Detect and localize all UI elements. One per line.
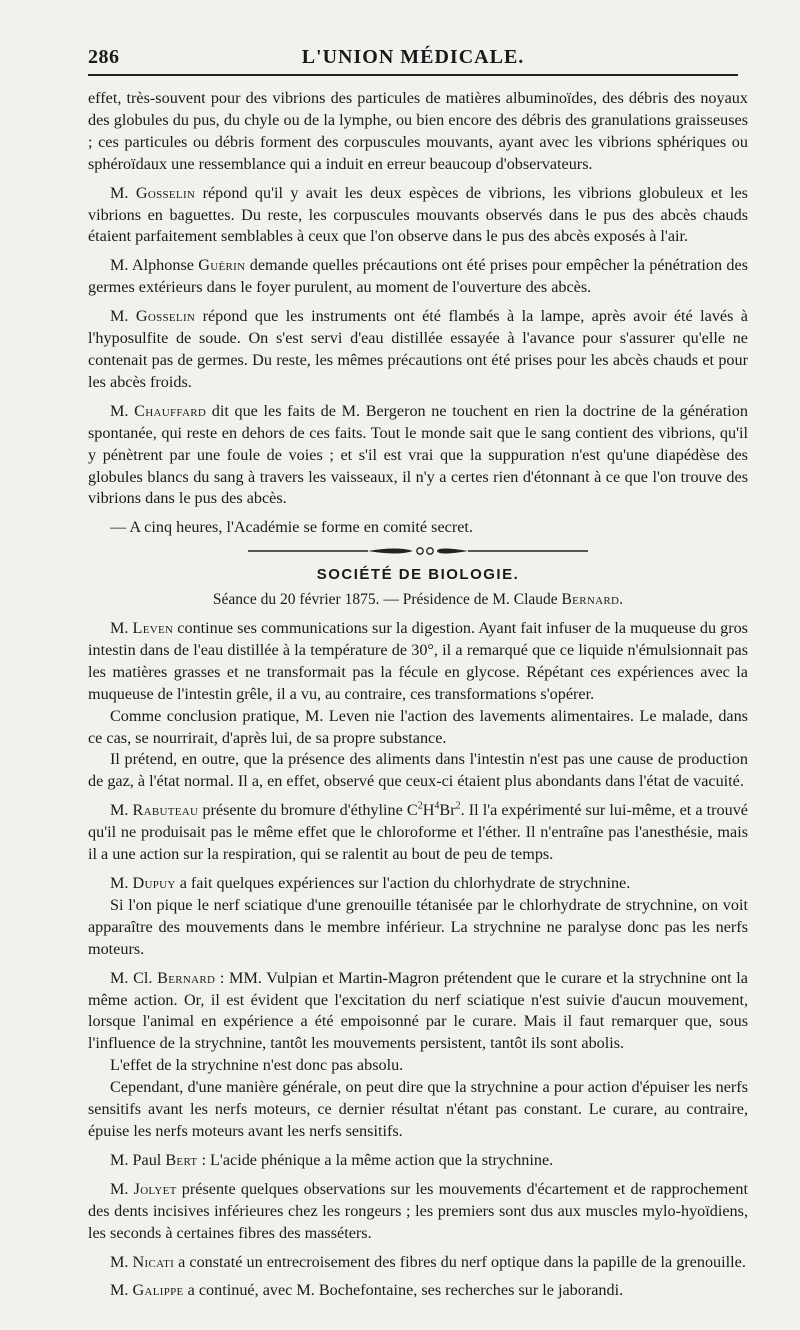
journal-title: L'UNION MÉDICALE. [301, 46, 525, 68]
paragraph: M. Dupuy a fait quelques expériences sur l'action du chlorhydrate de strychnine. [110, 874, 631, 892]
paragraph: M. Gosselin répond que les instruments ont été flambés à la lampe, après avoir été lavés à l'hyposulfite de soude. On s'est servi d'eau distillée essayée à l'avance pour s'assurer qu'elle ne contenait pas de germes. Du reste, les mêmes précautions ont été prises pour les abcès chauds et pour les abcès froids. [88, 307, 748, 391]
article-body [88, 88, 748, 1302]
speaker-name: Gosselin [135, 183, 196, 202]
speaker-name: Chauffard [134, 401, 207, 420]
speaker-name: Leven [132, 619, 174, 638]
paragraph: M. Chauffard dit que les faits de M. Bergeron ne touchent en rien la doctrine de la génération spontanée, qui reste en dehors de ces faits. Tout le monde sait que le sang contient des vibrions, qu'il y pénètrent par une foule de voies ; et s'il est vrai que la suppuration n'est qu'une diapédèse des globules blancs du sang à travers les vaisseaux, il n'y a certes rien d'étonnant à ce que l'on trouve des vibrions dans le pus des abcès. [88, 401, 748, 508]
running-header [88, 42, 738, 72]
paragraph: L'effet de la strychnine n'est donc pas absolu. [110, 1056, 404, 1075]
paragraph: M. Nicati a constaté un entrecroisement des fibres du nerf optique dans la papille de la grenouille. [110, 1252, 746, 1271]
speaker-name: Gosselin [135, 307, 196, 326]
speaker-name: Galippe [132, 1281, 184, 1300]
speaker-name: Nicati [132, 1252, 175, 1271]
paragraph: M. Galippe a continué, avec M. Bochefontaine, ses recherches sur le jaborandi. [110, 1281, 624, 1300]
paragraph: Comme conclusion pratique, M. Leven nie l'action des lavements alimentaires. Le malade, dans ce cas, se nourrirait, d'après lui, de sa propre substance. [88, 706, 748, 747]
paragraph: — A cinq heures, l'Académie se forme en comité secret. [110, 518, 473, 537]
session-line: Séance du 20 février 1875. — Présidence de M. Claude Bernard. [212, 591, 624, 609]
speaker-name: Dupuy [132, 874, 176, 892]
paragraph: Si l'on pique le nerf sciatique d'une grenouille tétanisée par le chlorhydrate de strychnine, on voit apparaître des mouvements dans le membre inférieur. La strychnine ne paralyse donc pas les nerfs moteurs. [88, 895, 748, 958]
paragraph: M. Jolyet présente quelques observations sur les mouvements d'écartement et de rapprochement des dents incisives inférieures chez les rongeurs ; les premiers sont dus aux muscles mylo-hyoïdiens, les seconds à certaines fibres des masséters. [88, 1179, 748, 1242]
header-rule [88, 74, 738, 76]
section-title: SOCIÉTÉ DE BIOLOGIE. [316, 566, 520, 584]
paragraph: M. Cl. Bernard : MM. Vulpian et Martin-Magron prétendent que le curare et la strychnine ont la même action. Or, il est évident que l'excitation du nerf sciatique n'est suivie d'aucun mouvement, lorsque l'animal en expérience a été empoisonné par le curare. Mais il faut remarquer que, sous l'influence de la strychnine, tantôt les mouvements persistent, tantôt ils sont abolis. [88, 968, 748, 1053]
speaker-name: Jolyet [133, 1179, 177, 1198]
paragraph: M. Paul Bert : L'acide phénique a la même action que la strychnine. [110, 1150, 554, 1169]
ornament-rule-icon [248, 544, 588, 558]
speaker-name: Rabuteau [132, 801, 199, 820]
ornamental-divider [88, 542, 748, 560]
page-number: 286 [88, 46, 120, 68]
paragraph: M. Rabuteau présente du bromure d'éthyline $C^2H^4Br^2$. Il l'a expérimenté sur lui-même, et a trouvé qu'il ne produisait pas le même effet que le chloroforme et l'éther. Il n'entraîne pas l'anesthésie, mais il a une action sur la respiration, qui se ralentit au bout de peu de temps. [88, 800, 748, 864]
paragraph: M. Gosselin répond qu'il y avait les deux espèces de vibrions, les vibrions globuleux et les vibrions en baguettes. Du reste, les corpuscules mouvants observés dans le pus des abcès chauds étaient parfaitement semblables à ceux que l'on observe dans le pus des abcès exposés à l'air. [88, 183, 748, 246]
paragraph: Il prétend, en outre, que la présence des aliments dans l'intestin n'est pas une cause de production de gaz, à l'état normal. Il a, en effet, observé que ceux-ci étaient plus abondants dans l'état de vacuité. [88, 750, 748, 791]
paragraph: M. Alphonse Guérin demande quelles précautions ont été prises pour empêcher la pénétration des germes extérieurs dans le foyer purulent, au moment de l'ouverture des abcès. [88, 256, 748, 297]
paragraph: Cependant, d'une manière générale, on peut dire que la strychnine a pour action d'épuiser les nerfs sensitifs avant les nerfs moteurs, ce dernier résultat n'étant pas constant. Le curare, au contraire, épuise les nerfs moteurs avant les nerfs sensitifs. [88, 1078, 748, 1140]
speaker-name: Bert [165, 1150, 198, 1169]
speaker-name: Guérin [198, 256, 246, 275]
paragraph: M. Leven continue ses communications sur la digestion. Ayant fait infuser de la muqueuse du gros intestin dans de l'eau distillée à la température de 30°, il a remarqué que ce liquide n'émulsionnait pas les matières grasses et ne transformait pas la fécule en glycose. Répétant ces expériences avec la muqueuse de l'intestin grêle, il a vu, au contraire, ces transformations s'opérer. [88, 619, 748, 703]
speaker-name: Bernard [157, 968, 216, 987]
paragraph: effet, très-souvent pour des vibrions des particules de matières albuminoïdes, des débris des noyaux des globules du pus, du chyle ou de la lymphe, ou bien encore des débris des granulations graisseuses ; ces particules ou débris forment des corpuscules mouvants, ayant avec les vibrions sphériques ou sphéroïdaux une ressemblance qui a induit en erreur beaucoup d'observateurs. [88, 89, 748, 173]
